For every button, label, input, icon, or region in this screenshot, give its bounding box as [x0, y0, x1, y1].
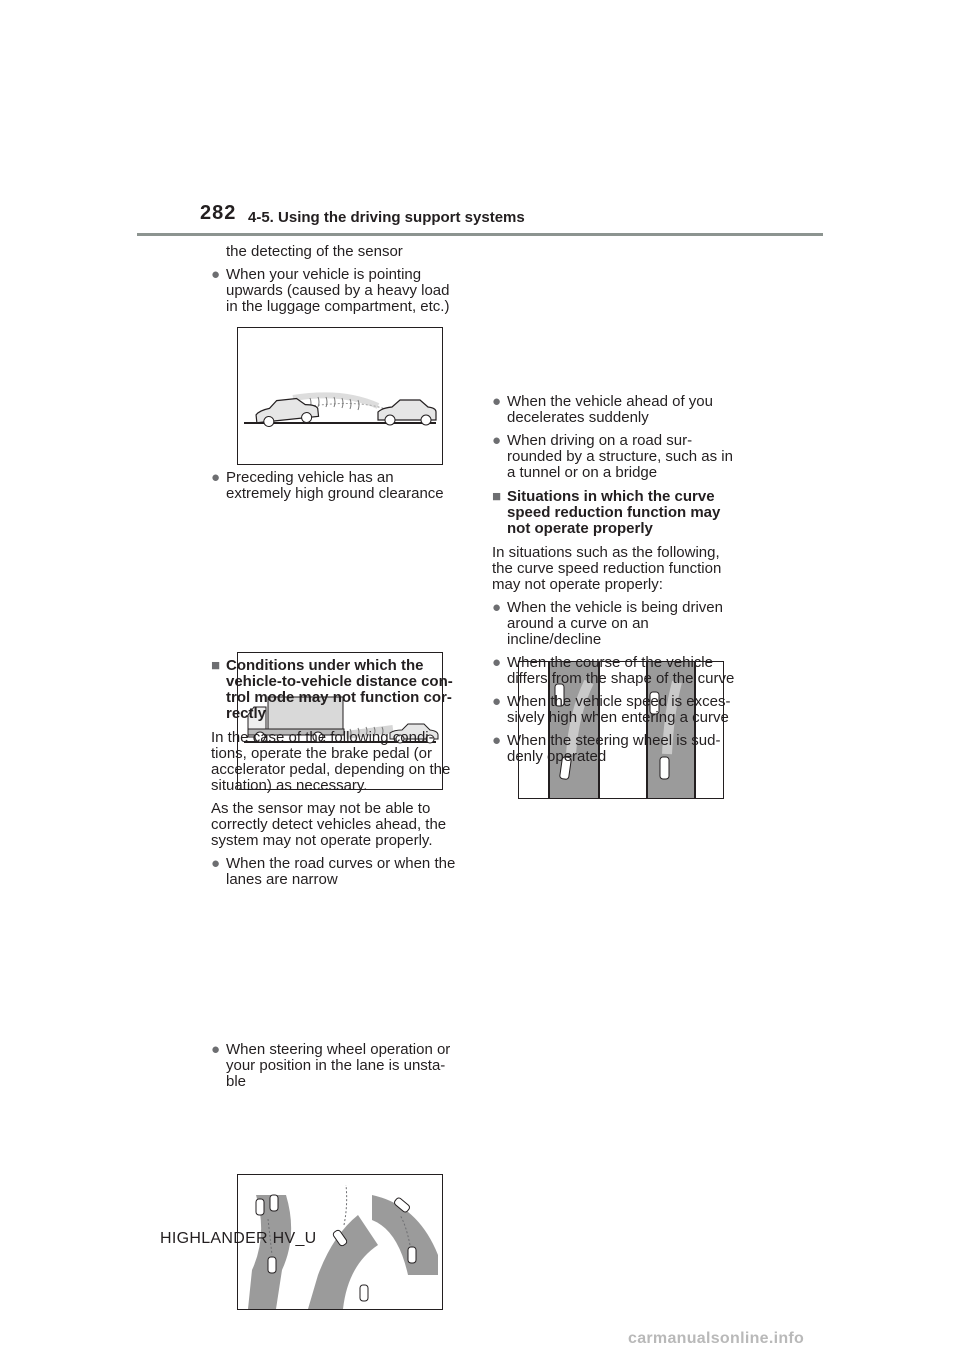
line: When the vehicle speed is exces-	[507, 693, 731, 710]
line: the detecting of the sensor	[226, 243, 403, 260]
line: When your vehicle is pointing	[226, 266, 422, 283]
bullet-marker: ●	[492, 654, 502, 671]
bullet-incline	[492, 600, 754, 648]
bullet-steering-unstable	[211, 1042, 473, 1090]
line: accelerator pedal, depending on the	[211, 761, 451, 778]
bullet-high-clearance	[211, 470, 473, 502]
line: In the case of the following condi-	[211, 729, 434, 746]
bullet-marker: ●	[492, 393, 502, 410]
left-column-3	[211, 658, 473, 888]
line: Preceding vehicle has an	[226, 469, 394, 486]
line: When the vehicle is being driven	[507, 599, 723, 616]
line: When the course of the vehicle	[507, 654, 713, 671]
bullet-marker: ●	[211, 1041, 221, 1058]
page-number: 282	[200, 202, 237, 224]
line: your position in the lane is unsta-	[226, 1057, 446, 1074]
line: in the luggage compartment, etc.)	[226, 298, 450, 315]
line: speed reduction function may	[507, 504, 721, 521]
line: When steering wheel operation or	[226, 1041, 451, 1058]
line: differs from the shape of the curve	[507, 670, 735, 687]
heading-marker: ■	[211, 657, 221, 674]
header-rule	[137, 233, 823, 236]
line: In situations such as the following,	[492, 544, 720, 561]
footer-model: HIGHLANDER HV_U	[160, 1230, 317, 1247]
bullet-marker: ●	[211, 266, 221, 283]
bullet-structure	[492, 433, 754, 481]
paragraph-curve	[492, 545, 754, 593]
section-title: 4-5. Using the driving support systems	[248, 209, 525, 226]
paragraph-sensor	[211, 801, 473, 849]
line: extremely high ground clearance	[226, 485, 444, 502]
line: trol mode may not function cor-	[226, 689, 452, 706]
line: upwards (caused by a heavy load	[226, 282, 450, 299]
line: When the road curves or when the	[226, 855, 456, 872]
line: When driving on a road sur-	[507, 432, 693, 449]
bullet-marker: ●	[211, 469, 221, 486]
line: sively high when entering a curve	[507, 709, 729, 726]
line: incline/decline	[507, 631, 602, 648]
left-column-2	[211, 470, 473, 502]
line: When the steering wheel is sud-	[507, 732, 721, 749]
line: correctly detect vehicles ahead, the	[211, 816, 447, 833]
bullet-course-differs	[492, 655, 754, 687]
heading-marker: ■	[492, 488, 502, 505]
left-column	[211, 244, 473, 315]
bullet-road-curves	[211, 856, 473, 888]
bullet-marker: ●	[492, 599, 502, 616]
line: ble	[226, 1073, 247, 1090]
line: situation) as necessary.	[211, 777, 368, 794]
line: not operate properly	[507, 520, 653, 537]
heading-curve-speed	[492, 489, 754, 537]
heading-distance-control	[211, 658, 473, 722]
bullet-marker: ●	[492, 432, 502, 449]
bullet-decelerates	[492, 394, 754, 426]
line: may not operate properly:	[492, 576, 663, 593]
right-column	[492, 394, 754, 765]
figure-vehicle-pointing-up	[237, 327, 443, 465]
line: rectly	[226, 705, 267, 722]
continuation-text	[211, 244, 473, 260]
left-column-4	[211, 1042, 473, 1090]
bullet-pointing-upwards	[211, 267, 473, 315]
bullet-sudden-steer	[492, 733, 754, 765]
bullet-speed-high	[492, 694, 754, 726]
line: tions, operate the brake pedal (or	[211, 745, 432, 762]
line: lanes are narrow	[226, 871, 338, 888]
watermark: carmanualsonline.info	[628, 1330, 805, 1347]
line: Conditions under which the	[226, 657, 424, 674]
line: When the vehicle ahead of you	[507, 393, 713, 410]
line: vehicle-to-vehicle distance con-	[226, 673, 453, 690]
line: a tunnel or on a bridge	[507, 464, 658, 481]
bullet-marker: ●	[492, 693, 502, 710]
line: decelerates suddenly	[507, 409, 649, 426]
line: around a curve on an	[507, 615, 649, 632]
bullet-marker: ●	[211, 855, 221, 872]
bullet-marker: ●	[492, 732, 502, 749]
line: Situations in which the curve	[507, 488, 715, 505]
paragraph-conditions	[211, 730, 473, 794]
line: system may not operate properly.	[211, 832, 433, 849]
line: denly operated	[507, 748, 607, 765]
line: rounded by a structure, such as in	[507, 448, 733, 465]
line: the curve speed reduction function	[492, 560, 722, 577]
line: As the sensor may not be able to	[211, 800, 431, 817]
